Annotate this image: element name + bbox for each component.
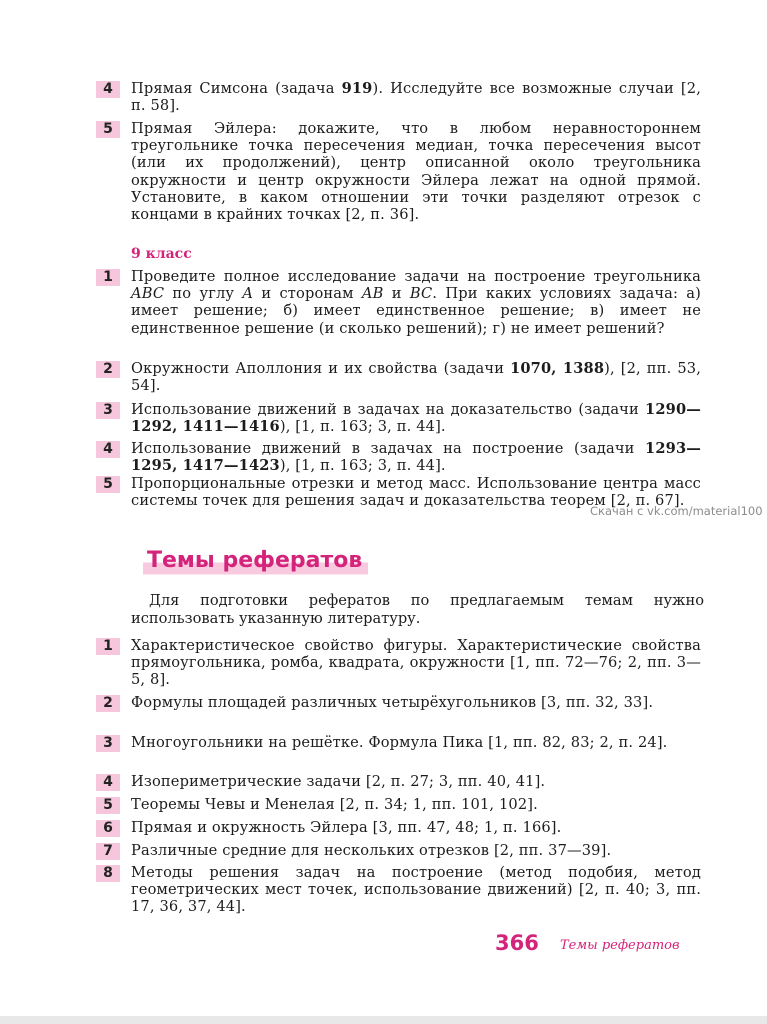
grade-heading: 9 класс (131, 246, 192, 262)
item-number: 2 (96, 695, 120, 712)
item-text: Различные средние для нескольких отрезков [2, пп. 37—39]. (131, 842, 612, 859)
page-number: 366 (495, 931, 539, 955)
item-text: Использование движений в задачах на доказательство (задачи 1290—1292, 1411—1416), [1, п. 163; 3, п. 44]. (131, 401, 701, 436)
item-number: 7 (96, 843, 120, 860)
item-number: 4 (96, 441, 120, 458)
item-number: 1 (96, 269, 120, 286)
item-text: Проведите полное исследование задачи на построение треугольника ABC по углу A и сторонам AB и BC. При каких условиях задача: а) имеет решение; б) имеет единственное решение; в) имеет не единственное решение (и сколько решений); г) не имеет решений? (131, 268, 701, 337)
item-text: Характеристическое свойство фигуры. Характеристические свойства прямоугольника, ромба, квадрата, окружности [1, пп. 72—76; 2, пп. 3—5, 8]. (131, 637, 701, 689)
item-text: Многоугольники на решётке. Формула Пика [1, пп. 82, 83; 2, п. 24]. (131, 734, 668, 751)
item-text: Прямая и окружность Эйлера [3, пп. 47, 48; 1, п. 166]. (131, 819, 562, 836)
item-number: 1 (96, 638, 120, 655)
item-text: Прямая Симсона (задача 919). Исследуйте все возможные случаи [2, п. 58]. (131, 80, 701, 115)
item-number: 2 (96, 361, 120, 378)
item-number: 3 (96, 402, 120, 419)
item-text: Окружности Аполлония и их свойства (задачи 1070, 1388), [2, пп. 53, 54]. (131, 360, 701, 395)
item-number: 6 (96, 820, 120, 837)
item-number: 5 (96, 476, 120, 493)
watermark: Скачан с vk.com/material100 (590, 504, 763, 518)
item-number: 3 (96, 735, 120, 752)
section-title: Темы рефератов (143, 545, 368, 577)
item-number: 4 (96, 774, 120, 791)
bottom-strip (0, 1016, 767, 1024)
item-text: Формулы площадей различных четырёхугольников [3, пп. 32, 33]. (131, 694, 654, 711)
item-text: Использование движений в задачах на построение (задачи 1293—1295, 1417—1423), [1, п. 163; 3, п. 44]. (131, 440, 701, 475)
section-intro: Для подготовки рефератов по предлагаемым темам нужно использовать указанную литературу. (131, 592, 704, 627)
item-text: Изопериметрические задачи [2, п. 27; 3, пп. 40, 41]. (131, 773, 546, 790)
item-number: 4 (96, 81, 120, 98)
item-text: Методы решения задач на построение (метод подобия, метод геометрических мест точек, использование движений) [2, п. 40; 3, пп. 17, 36, 37, 44]. (131, 864, 701, 916)
item-text: Теоремы Чевы и Менелая [2, п. 34; 1, пп. 101, 102]. (131, 796, 538, 813)
item-number: 8 (96, 865, 120, 882)
running-title: Темы рефератов (560, 938, 680, 953)
item-text: Прямая Эйлера: докажите, что в любом неравностороннем треугольнике точка пересечения медиан, точка пересечения высот (или их продолжений), центр описанной около треугольника окружности и центр окружности Эйлера лежат на одной прямой. Установите, в каком отношении эти точки разделяют отрезок с концами в крайних точках [2, п. 36]. (131, 120, 701, 224)
item-text: Пропорциональные отрезки и метод масс. Использование центра масс системы точек для решения задач и доказательства теорем [2, п. 67]. (131, 475, 701, 510)
item-number: 5 (96, 797, 120, 814)
item-number: 5 (96, 121, 120, 138)
